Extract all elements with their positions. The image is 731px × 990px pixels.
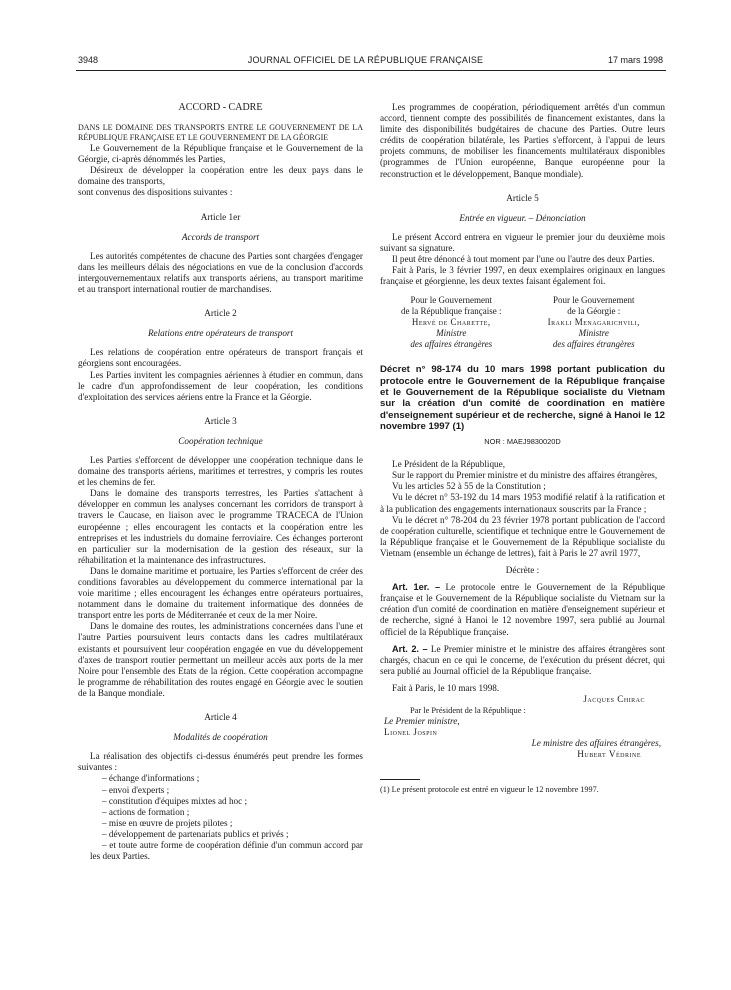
list-item: – et toute autre forme de coopération définie d'un commun accord par les deux Parties.	[90, 839, 363, 862]
intro-paragraph: Le Gouvernement de la République française et le Gouvernement de la Géorgie, ci-après dénommés les Parties,	[78, 143, 363, 165]
signature-line: des affaires étrangères	[552, 339, 635, 350]
article-heading: Coopération technique	[178, 435, 263, 446]
article-label: Art. 1er. –	[392, 582, 441, 593]
decrete-label: Décrète :	[505, 565, 540, 576]
article-paragraph: Les programmes de coopération, périodiquement arrêtés d'un commun accord, tiennent compte des possibilités de financement existantes, dans la limite des disponibilités budgétaires de chacune des Parties. Outre leurs crédits de coopération bilatérale, les Parties s'efforcent, à l'appui de leurs projets communs, de mobiliser les financements multilatéraux disponibles (programmes de l'Union européenne, Banque européenne pour la reconstruction et le développement, Banque mondiale).	[380, 102, 665, 179]
article-5	[380, 193, 665, 224]
premier-ministre-name: Lionel Jospin	[384, 727, 438, 738]
article-paragraph: Fait à Paris, le 3 février 1997, en deux exemplaires originaux en langues française et géorgienne, les deux textes faisant également foi.	[380, 265, 665, 287]
right-column	[380, 102, 665, 795]
signature-block	[380, 295, 665, 350]
president-signature: Jacques Chirac	[583, 693, 645, 704]
ministre-label: Le ministre des affaires étrangères,	[531, 738, 661, 749]
left-column	[78, 102, 363, 862]
article-paragraph: Dans le domaine maritime et portuaire, les Parties s'efforcent de créer des conditions favorables au développement du commerce international par la voie maritime ; elles encouragent les échanges entre opérateurs portuaires, notamment dans le domaine du traitement informatique des données de transport entre les ports de Méditerranée et ceux de la mer Noire.	[78, 565, 363, 621]
article-2	[78, 308, 363, 339]
ministre-name: Hubert Védrine	[577, 749, 641, 760]
signatory-name: Irakli Menagarichvili,	[547, 317, 640, 328]
article-text: Le protocole entre le Gouvernement de la République française et le Gouvernement de la République socialiste du Vietnam sur la création d'un comité de coordination en matière d'enseignement supérieur et de recherche, signé à Hanoi le 12 novembre 1997, sera publié au Journal officiel de la République française.	[380, 582, 665, 637]
page-header	[0, 55, 731, 69]
decree-paragraph: Vu les articles 52 à 55 de la Constitution ;	[392, 481, 546, 492]
nor-reference: NOR : MAEJ9830020D	[484, 437, 561, 447]
article-number: Article 4	[204, 712, 237, 723]
article-heading: Accords de transport	[181, 231, 260, 242]
article-paragraph: Dans le domaine des transports terrestres, les Parties s'attachent à développer en commun les analyses concernant les corridors de transport à travers le Caucase, en liaison avec le programme TRACECA de l'Union européenne ; elles encouragent les contacts et la coopération entre les entreprises et les industriels du domaine ferroviaire. Ces échanges porteront en particulier sur la modernisation de la gestion des réseaux, sur la réhabilitation et la maintenance des infrastructures.	[78, 488, 363, 565]
article-3	[78, 416, 363, 447]
article-number: Article 1er	[200, 211, 241, 222]
article-heading: Entrée en vigueur. – Dénonciation	[459, 212, 586, 223]
article-paragraph: Dans le domaine des routes, les administrations concernées dans l'une et l'autre Parties poursuivent leurs contacts dans les cadres multilatéraux existants et poursuivent leur coopération engagée en vue du développement d'axes de transport routier permettant un meilleur accès aux ports de la mer Noire pour l'ensemble des Etats de la région. Cette coopération accompagne le programme de réhabilitation des routes engagé en Géorgie avec le soutien de la Banque mondiale.	[78, 621, 363, 698]
article-text: Le Premier ministre et le ministre des affaires étrangères sont chargés, chacun en ce qui le concerne, de l'exécution du présent décret, qui sera publié au Journal officiel de la République française.	[380, 643, 665, 676]
signatory-name: Hervé de Charette,	[411, 317, 491, 328]
article-1	[78, 212, 363, 243]
accord-title: ACCORD - CADRE	[178, 102, 263, 113]
article-number: Article 5	[506, 192, 539, 203]
list-item: – constitution d'équipes mixtes ad hoc ;	[102, 795, 248, 806]
decree-title: Décret n° 98-174 du 10 mars 1998 portant publication du protocole entre le Gouvernement de la République française et le Gouvernement de la République socialiste du Vietnam sur la création d'un comité de coordination en matière d'enseignement supérieur et de recherche, signé à Hanoi le 12 novembre 1997 (1)	[380, 364, 665, 432]
list-item: – mise en œuvre de projets pilotes ;	[102, 817, 233, 828]
signature-line: de la République française :	[401, 306, 502, 317]
article-paragraph: Les autorités compétentes de chacune des Parties sont chargées d'engager dans les meilleurs délais des négociations en vue de la conclusion d'accords intergouvernementaux relatifs aux transports aériens, au transport maritime et au transport international routier de marchandises.	[78, 250, 363, 295]
decree-paragraph: Sur le rapport du Premier ministre et du ministre des affaires étrangères,	[392, 470, 658, 481]
article-number: Article 3	[204, 415, 237, 426]
article-heading: Relations entre opérateurs de transport	[147, 328, 294, 339]
premier-ministre-label: Le Premier ministre,	[384, 716, 460, 727]
article-paragraph: La réalisation des objectifs ci-dessus énumérés peut prendre les formes suivantes :	[78, 751, 363, 773]
header-rule	[76, 70, 666, 71]
list-item: – échange d'informations ;	[102, 773, 200, 784]
footnote-rule	[380, 779, 420, 780]
list-item: – développement de partenariats publics et privés ;	[102, 828, 289, 839]
signature-georgia	[523, 295, 666, 350]
article-4	[78, 712, 363, 743]
signature-line: Ministre	[436, 328, 467, 339]
footnote: (1) Le présent protocole est entré en vigueur le 12 novembre 1997.	[380, 784, 599, 794]
article-paragraph: Il peut être dénoncé à tout moment par l'une ou l'autre des deux Parties.	[392, 254, 655, 265]
page-number: 3948	[78, 55, 99, 65]
signature-line: Pour le Gouvernement	[410, 295, 492, 306]
signature-line: des affaires étrangères	[410, 339, 493, 350]
issue-date: 17 mars 1998	[607, 55, 663, 65]
list-item: – actions de formation ;	[102, 806, 190, 817]
signature-france	[380, 295, 523, 350]
article-paragraph: Les Parties s'efforcent de développer une coopération technique dans le domaine des transports aériens, maritimes et terrestres, y compris les routes et les chemins de fer.	[78, 454, 363, 488]
journal-title: JOURNAL OFFICIEL DE LA RÉPUBLIQUE FRANÇAISE	[247, 55, 484, 65]
fait-line: Fait à Paris, le 10 mars 1998.	[392, 682, 500, 693]
decree-article-2	[380, 644, 665, 677]
par-le-president: Par le Président de la République :	[410, 706, 526, 716]
accord-subtitle: DANS LE DOMAINE DES TRANSPORTS ENTRE LE GOUVERNEMENT DE LA RÉPUBLIQUE FRANÇAISE ET LE GOUVERNEMENT DE LA GÉORGIE	[78, 123, 363, 143]
article-paragraph: Le présent Accord entrera en vigueur le premier jour du deuxième mois suivant sa signature.	[380, 231, 665, 253]
article-paragraph: Les relations de coopération entre opérateurs de transport français et géorgiens sont encouragées.	[78, 347, 363, 369]
article-label: Art. 2. –	[392, 643, 428, 654]
decree-article-1	[380, 582, 665, 637]
signature-line: Ministre	[578, 328, 609, 339]
intro-paragraph: sont convenus des dispositions suivantes :	[78, 187, 233, 198]
decree-paragraph: Le Président de la République,	[392, 459, 506, 470]
decree-paragraph: Vu le décret n° 53-192 du 14 mars 1953 modifié relatif à la ratification et à la publication des engagements internationaux souscrits par la France ;	[380, 492, 665, 514]
decree-paragraph: Vu le décret n° 78-204 du 23 février 1978 portant publication de l'accord de coopération culturelle, scientifique et technique entre le Gouvernement de la République française et le Gouvernement de la République socialiste du Vietnam (ensemble un échange de lettres), fait à Paris le 27 avril 1977,	[380, 514, 665, 558]
article-number: Article 2	[204, 308, 237, 319]
signature-line: de la Géorgie :	[567, 306, 621, 317]
signature-line: Pour le Gouvernement	[553, 295, 635, 306]
list-item: – envoi d'experts ;	[102, 784, 170, 795]
intro-paragraph: Désireux de développer la coopération entre les deux pays dans le domaine des transports,	[78, 165, 363, 187]
article-heading: Modalités de coopération	[173, 732, 268, 743]
article-paragraph: Les Parties invitent les compagnies aériennes à étudier en commun, dans le cadre d'un approfondissement de leur coopération, les conditions d'exploitation des services aériens entre la France et la Géorgie.	[78, 369, 363, 402]
